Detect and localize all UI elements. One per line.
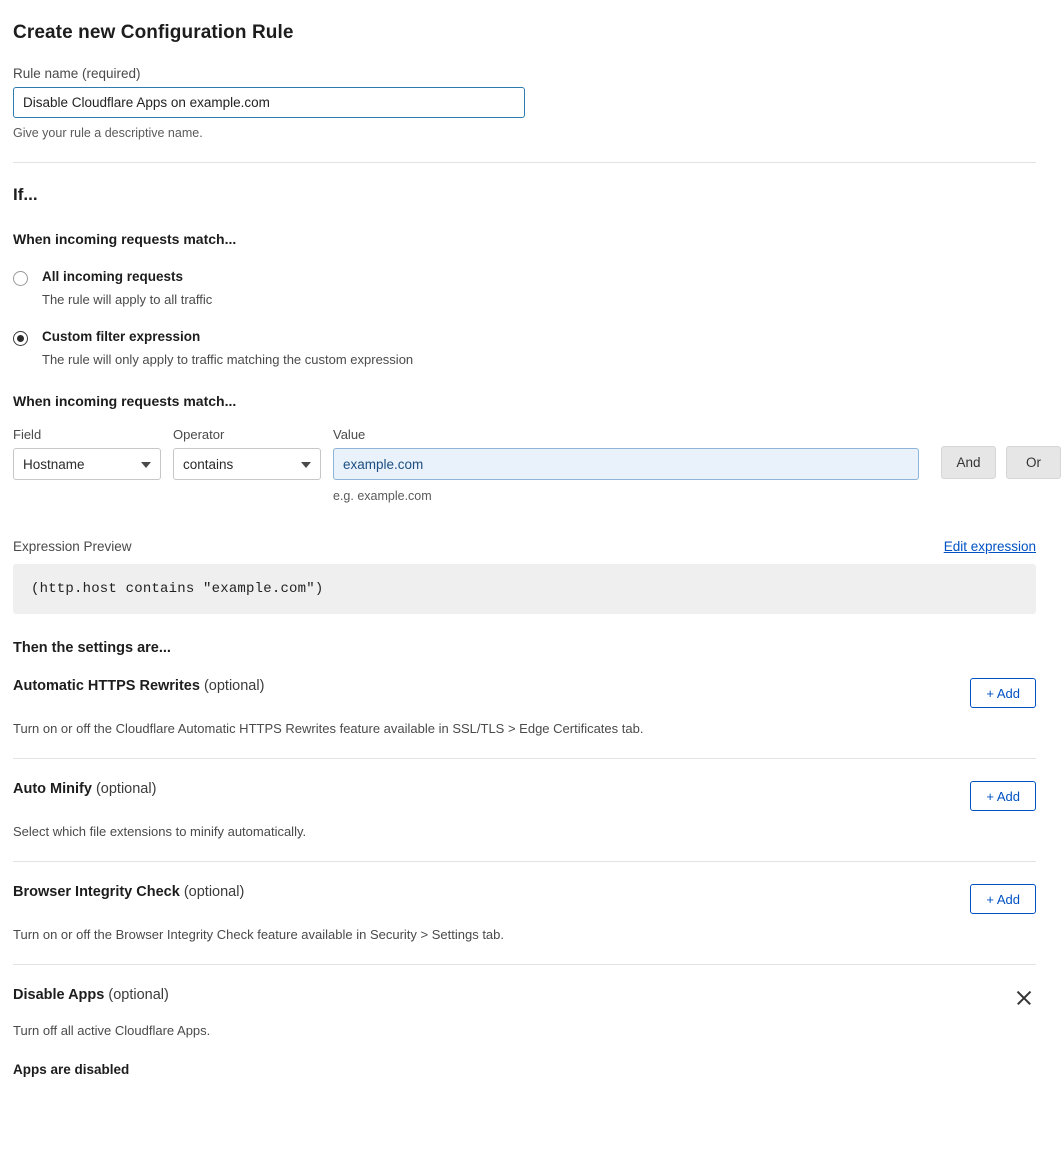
value-label: Value bbox=[333, 427, 366, 443]
setting-disable-apps bbox=[13, 965, 1036, 1077]
setting-name: Browser Integrity Check bbox=[13, 884, 180, 901]
rule-name-input[interactable] bbox=[13, 87, 525, 118]
radio-option-all-requests[interactable] bbox=[13, 269, 1036, 307]
setting-title bbox=[13, 987, 169, 1003]
expression-preview-label: Expression Preview bbox=[13, 539, 132, 555]
setting-browser-integrity-check bbox=[13, 862, 1036, 942]
edit-expression-link[interactable]: Edit expression bbox=[943, 539, 1036, 555]
operator-select-value: contains bbox=[183, 456, 234, 472]
setting-optional-tag: (optional) bbox=[183, 884, 245, 901]
filter-builder-row bbox=[13, 427, 1041, 504]
setting-description: Turn off all active Cloudflare Apps. bbox=[13, 1023, 211, 1039]
if-section-heading: If... bbox=[13, 185, 38, 204]
radio-option-custom-filter[interactable] bbox=[13, 329, 1036, 367]
add-button-automatic-https-rewrites[interactable]: + Add bbox=[970, 678, 1036, 708]
value-hint: e.g. example.com bbox=[333, 489, 432, 504]
field-select-value: Hostname bbox=[23, 456, 85, 472]
divider bbox=[13, 162, 1036, 163]
rule-name-group bbox=[13, 66, 1036, 140]
close-icon[interactable] bbox=[1012, 986, 1036, 1010]
radio-icon-all-requests[interactable] bbox=[13, 271, 28, 286]
setting-description: Turn on or off the Cloudflare Automatic HTTPS Rewrites feature available in SSL/TLS > Edge Certificates tab. bbox=[13, 721, 644, 737]
setting-automatic-https-rewrites bbox=[13, 656, 1036, 736]
field-column bbox=[13, 427, 161, 480]
setting-description: Turn on or off the Browser Integrity Check feature available in Security > Settings tab. bbox=[13, 927, 505, 943]
expression-preview-header bbox=[13, 539, 1036, 554]
radio-desc-custom-filter: The rule will only apply to traffic matching the custom expression bbox=[42, 352, 414, 368]
setting-name: Auto Minify bbox=[13, 781, 92, 798]
setting-optional-tag: (optional) bbox=[95, 781, 157, 798]
radio-icon-custom-filter[interactable] bbox=[13, 331, 28, 346]
setting-title bbox=[13, 884, 244, 900]
setting-optional-tag: (optional) bbox=[108, 987, 169, 1004]
chevron-down-icon bbox=[301, 462, 311, 468]
value-input[interactable] bbox=[333, 448, 919, 480]
rule-name-helper: Give your rule a descriptive name. bbox=[13, 126, 203, 140]
setting-auto-minify bbox=[13, 759, 1036, 839]
or-button[interactable]: Or bbox=[1006, 446, 1061, 479]
field-label: Field bbox=[13, 427, 42, 443]
status-badge: Apps are disabled bbox=[13, 1062, 130, 1078]
radio-label-custom-filter: Custom filter expression bbox=[42, 329, 201, 345]
setting-title bbox=[13, 781, 156, 797]
field-select[interactable] bbox=[13, 448, 161, 480]
operator-column bbox=[173, 427, 321, 480]
value-column bbox=[333, 427, 919, 503]
setting-name: Automatic HTTPS Rewrites bbox=[13, 678, 200, 695]
filter-builder-heading: When incoming requests match... bbox=[13, 393, 237, 410]
setting-description: Select which file extensions to minify automatically. bbox=[13, 824, 307, 840]
match-subheading: When incoming requests match... bbox=[13, 231, 237, 247]
add-button-auto-minify[interactable]: + Add bbox=[970, 781, 1036, 811]
rule-name-label: Rule name (required) bbox=[13, 66, 141, 81]
radio-label-all-requests: All incoming requests bbox=[42, 269, 184, 284]
operator-select[interactable] bbox=[173, 448, 321, 480]
chevron-down-icon bbox=[141, 462, 151, 468]
then-section-heading: Then the settings are... bbox=[13, 640, 171, 657]
operator-label: Operator bbox=[173, 427, 225, 443]
and-or-buttons bbox=[941, 446, 1061, 479]
setting-title bbox=[13, 678, 264, 694]
radio-desc-all-requests: The rule will apply to all traffic bbox=[42, 292, 213, 308]
setting-name: Disable Apps bbox=[13, 987, 105, 1004]
add-button-browser-integrity-check[interactable]: + Add bbox=[970, 884, 1036, 914]
setting-optional-tag: (optional) bbox=[203, 678, 265, 695]
and-button[interactable]: And bbox=[941, 446, 996, 479]
expression-preview-box: (http.host contains "example.com") bbox=[13, 564, 1036, 614]
page-title: Create new Configuration Rule bbox=[13, 22, 294, 43]
